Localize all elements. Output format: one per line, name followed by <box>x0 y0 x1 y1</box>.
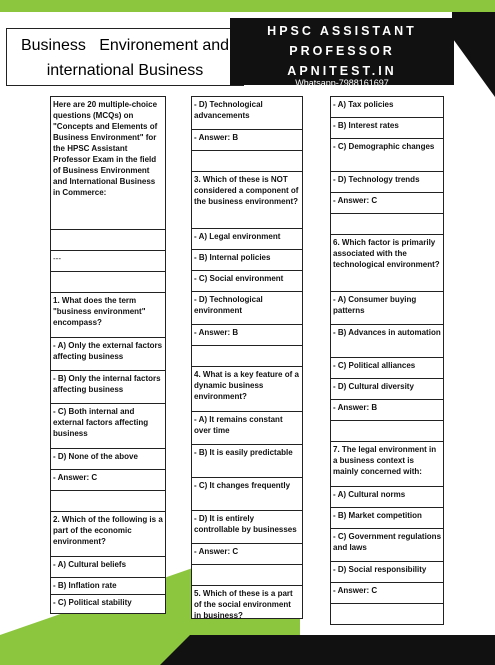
document-title <box>6 28 244 86</box>
watermark-banner <box>230 18 454 88</box>
banner-line-1: HPSC ASSISTANT <box>267 24 417 38</box>
table-cell: - D) Technology trends <box>330 171 444 193</box>
table-cell-empty <box>191 150 303 172</box>
table-cell: - Answer: B <box>330 399 444 421</box>
column-2 <box>191 96 303 618</box>
table-cell: - Answer: C <box>330 582 444 604</box>
table-cell-empty <box>330 603 444 625</box>
column-3 <box>330 96 444 624</box>
table-cell-empty <box>50 490 166 512</box>
table-cell: - D) Technological environment <box>191 291 303 325</box>
table-cell: - B) It is easily predictable <box>191 444 303 478</box>
table-cell: - D) It is entirely controllable by businesses <box>191 510 303 544</box>
table-cell: - Answer: C <box>50 469 166 491</box>
banner-line-3: APNITEST.IN <box>287 64 397 78</box>
table-cell: 3. Which of these is NOT considered a component of the business environment? <box>191 171 303 229</box>
table-cell: - A) Cultural norms <box>330 486 444 508</box>
banner-contact: Whatsapp-7988161697 <box>295 78 389 88</box>
table-cell: 1. What does the term "business environment" encompass? <box>50 292 166 338</box>
top-right-black-shape <box>452 12 495 97</box>
table-cell: - Answer: B <box>191 324 303 346</box>
column-1 <box>50 96 166 613</box>
table-cell: - B) Interest rates <box>330 117 444 139</box>
table-cell-empty <box>330 420 444 442</box>
title-line-2: international Business <box>46 62 204 79</box>
table-cell-empty <box>330 213 444 235</box>
table-cell-empty <box>50 271 166 293</box>
table-cell: - B) Internal policies <box>191 249 303 271</box>
table-cell: - B) Market competition <box>330 507 444 529</box>
table-cell: - C) Political alliances <box>330 357 444 379</box>
table-cell: Here are 20 multiple-choice questions (MCQs) on "Concepts and Elements of Business Environment" for the HPSC Assistant Professor Exam in the field of Business Environment and International Business in Commerce: <box>50 96 166 230</box>
banner-line-2: PROFESSOR <box>289 44 395 58</box>
table-cell: - A) It remains constant over time <box>191 411 303 445</box>
table-cell: - B) Advances in automation <box>330 324 444 358</box>
table-cell-empty <box>191 564 303 586</box>
table-cell: - A) Tax policies <box>330 96 444 118</box>
table-cell: 7. The legal environment in a business context is mainly concerned with: <box>330 441 444 487</box>
table-cell: - C) Political stability <box>50 594 166 614</box>
table-cell: - C) Social environment <box>191 270 303 292</box>
table-cell: - B) Inflation rate <box>50 577 166 595</box>
table-cell: - D) Technological advancements <box>191 96 303 130</box>
table-cell: 5. Which of these is a part of the social environment in business? <box>191 585 303 619</box>
table-cell: 6. Which factor is primarily associated with the technological environment? <box>330 234 444 292</box>
table-cell: - A) Only the external factors affecting business <box>50 337 166 371</box>
table-cell: - D) None of the above <box>50 448 166 470</box>
table-cell: 2. Which of the following is a part of the economic environment? <box>50 511 166 557</box>
table-cell: - C) Government regulations and laws <box>330 528 444 562</box>
table-cell: - B) Only the internal factors affecting business <box>50 370 166 404</box>
table-cell: - C) It changes frequently <box>191 477 303 511</box>
table-cell: - C) Demographic changes <box>330 138 444 172</box>
table-cell: --- <box>50 250 166 272</box>
table-cell-empty <box>50 229 166 251</box>
table-cell: - D) Cultural diversity <box>330 378 444 400</box>
table-cell: - A) Consumer buying patterns <box>330 291 444 325</box>
table-cell: - Answer: B <box>191 129 303 151</box>
table-cell: - D) Social responsibility <box>330 561 444 583</box>
table-cell: - A) Legal environment <box>191 228 303 250</box>
table-cell: 4. What is a key feature of a dynamic business environment? <box>191 366 303 412</box>
table-cell: - A) Cultural beliefs <box>50 556 166 578</box>
table-cell-empty <box>191 345 303 367</box>
table-cell: - Answer: C <box>191 543 303 565</box>
table-cell: - Answer: C <box>330 192 444 214</box>
table-cell: - C) Both internal and external factors affecting business <box>50 403 166 449</box>
title-line-1: Business Environement and <box>20 37 230 54</box>
